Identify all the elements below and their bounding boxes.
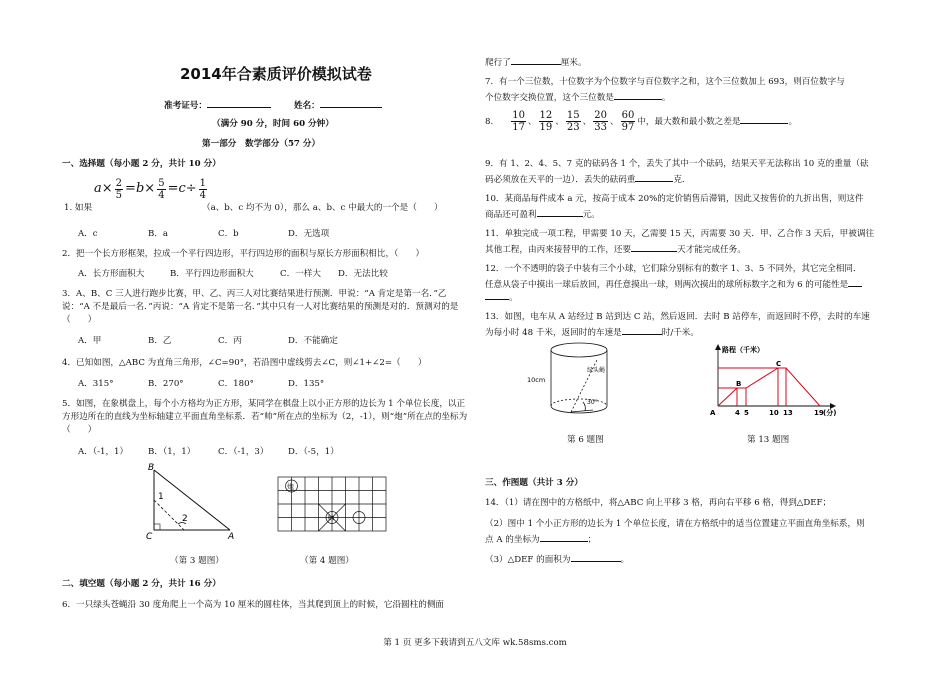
- fig13-label-b: B: [736, 380, 742, 388]
- q14-part1: 14．（1）请在图中的方格纸中，将△ABC 向上平移 3 格，再向右平移 6 格，得到△DEF；: [485, 498, 832, 508]
- fig6-height-label: 10cm: [527, 376, 546, 384]
- q7-text-line2: 个位数字交换位置，这个三位数是 。: [485, 90, 671, 105]
- fig3-label-a: A: [228, 532, 235, 542]
- fig13-tick-19: 19: [814, 409, 824, 417]
- q10-text-line2: 商品还可盈利 元。: [485, 207, 600, 222]
- q12-text-line1: 12．一个不透明的袋子中装有三个小球，它们除分别标有的数字 1、3、5 不同外，其它完全相同．: [485, 264, 862, 274]
- q14-part3: （3）△DEF 的面积为 。: [485, 552, 629, 567]
- q1-condition: （a、b、c 均不为 0），那么 a、b、c 中最大的一个是（ ）: [202, 203, 443, 213]
- q4-options: [78, 378, 324, 391]
- q8-frac1: $\frac{10}{17}$: [512, 110, 525, 133]
- fig13-tick-5: 5: [744, 409, 749, 417]
- fig13-caption: 第 13 题图: [747, 435, 790, 445]
- q3-text: 3．A、B、C 三人进行跑步比赛，甲、乙、丙三人对比赛结果进行预测．甲说：“A 肯定是第一名．”乙说：“A 不是最后一名．”丙说：“A 肯定不是第一名．”其中只有一人对比赛结果的预测是对的．预测对的是（ ）: [62, 289, 459, 325]
- q2-option-d[interactable]: D．无法比较: [338, 269, 388, 279]
- q6-text-part1: 6．一只绿头苍蝇沿 30 度角爬上一个高为 10 厘米的圆柱体，当其爬到顶上的时候，它沿圆柱的侧面: [62, 600, 445, 610]
- score-info: （满分 90 分，时间 60 分钟）: [212, 119, 334, 129]
- q1-frac3: $\frac{1}{4}$: [199, 178, 207, 201]
- fig3-caption: （第 3 题图）: [170, 556, 224, 566]
- fig4-pao-label: 炮: [287, 483, 294, 491]
- q4-option-d[interactable]: D．135°: [288, 379, 325, 389]
- q5-option-c[interactable]: C．（-1，3）: [218, 447, 269, 457]
- q5-text: 5．如图，在象棋盘上，每个小方格均为正方形，某同学在棋盘上以小正方形的边长为 1 个单位长度，以正方形边所在的直线为坐标轴建立平面直角坐标系．若“帅”所在点的坐标为（2，-1），则“炮”所在点的坐标为（ ）: [62, 399, 468, 435]
- figure-3-triangle: [140, 462, 240, 542]
- section1-heading: 一、选择题（每小题 2 分，共计 10 分）: [62, 159, 221, 169]
- q12-text-line3: 。: [485, 290, 518, 305]
- q14-coord-blank[interactable]: [540, 532, 588, 542]
- fig3-label-b: B: [148, 463, 155, 473]
- q7-blank[interactable]: [614, 90, 662, 100]
- q2-option-b[interactable]: B．平行四边形面积大: [170, 269, 254, 279]
- name-blank[interactable]: [320, 98, 382, 108]
- q14-part2-line1: （2）图中 1 个小正方形的边长为 1 个单位长度，请在方格纸中的适当位置建立平面直角坐标系，则: [485, 519, 865, 529]
- q9-text-line1: 9．有 1、2、4、5、7 克的砝码各 1 个，丢失了其中一个砝码，结果天平无法称出 10 克的重量（砝: [485, 159, 869, 169]
- q3-option-a[interactable]: A．甲: [78, 336, 102, 346]
- fig3-label-1: 1: [158, 492, 164, 502]
- q3-options: [78, 335, 338, 348]
- exam-id-row: [164, 98, 382, 113]
- q6-answer-line: 爬行了 厘米。: [485, 55, 587, 70]
- q4-option-c[interactable]: C．180°: [218, 379, 254, 389]
- q5-option-a[interactable]: A．（-1，1）: [78, 447, 129, 457]
- q13-text-line1: 13．如图，电车从 A 站经过 B 站到达 C 站，然后返回．去时 B 站停车，而返回时不停，去时的车速: [485, 312, 870, 322]
- q14-area-blank[interactable]: [571, 552, 621, 562]
- q1-options: [78, 228, 329, 241]
- q8-blank[interactable]: [740, 114, 788, 124]
- fig13-xlabel: (分): [823, 409, 837, 417]
- q8-line: 8. $\frac{10}{17}$ 、 $\frac{12}{19}$ 、 $\frac{15}{23}$ 、 $\frac{20}{33}$ 、 $\frac{60}{97}$ 中，最大数和最小数之差是 。: [485, 110, 798, 133]
- q12-text-line2: 任意从袋子中摸出一球后放回，再任意摸出一球，则两次摸出的球所标数字之和为 6 的可能性是: [485, 277, 862, 292]
- section2-heading: 二、填空题（每小题 2 分，共计 16 分）: [62, 579, 221, 589]
- q8-frac2: $\frac{12}{19}$: [539, 110, 553, 133]
- q2-options: [78, 268, 388, 281]
- fig13-tick-10: 10: [769, 409, 779, 417]
- q8-prefix: 8.: [485, 117, 494, 127]
- q12-blank-part2[interactable]: [485, 290, 509, 300]
- fig6-angle-label: 30°: [587, 399, 598, 406]
- q13-blank[interactable]: [622, 325, 662, 335]
- q3-option-d[interactable]: D．不能确定: [288, 336, 338, 346]
- fig6-caption: 第 6 题图: [567, 435, 604, 445]
- q1-frac1: $\frac{2}{5}$: [115, 178, 123, 201]
- q8-frac4: $\frac{20}{33}$: [594, 110, 607, 133]
- q10-text-line1: 10．某商品每件成本 a 元，按高于成本 20%的定价销售后滞销，因此又按售价的九折出售，则这件: [485, 194, 864, 204]
- part-title: 第一部分 数学部分（57 分）: [202, 139, 321, 149]
- q12-blank-part1[interactable]: [848, 277, 862, 287]
- fig13-label-a: A: [710, 409, 716, 417]
- q3-option-b[interactable]: B．乙: [148, 336, 172, 346]
- figure-4-chessboard: [274, 473, 390, 535]
- q13-text-line2: 为每小时 48 千米，返回时的车速是 时/千米。: [485, 325, 699, 340]
- q5-option-d[interactable]: D．（-5，1）: [288, 447, 339, 457]
- q14-part2-line2: 点 A 的坐标为 ；: [485, 532, 596, 547]
- q2-text: 2．把一个长方形框架，拉成一个平行四边形，平行四边形的面积与原长方形面积相比，（ ）: [62, 249, 425, 259]
- fig13-ylabel: 路程（千米）: [722, 346, 764, 354]
- fig4-shuai-label: 帅: [327, 514, 335, 523]
- fig3-label-c: C: [146, 532, 153, 542]
- q6-blank[interactable]: [511, 55, 561, 65]
- q9-blank[interactable]: [635, 172, 673, 182]
- q2-option-a[interactable]: A．长方形面积大: [78, 269, 145, 279]
- page-footer: 第 1 页 更多下载请到五八文库 wk.58sms.com: [383, 638, 567, 648]
- q2-option-c[interactable]: C．一样大: [280, 269, 321, 279]
- q4-option-b[interactable]: B．270°: [148, 379, 184, 389]
- page-title: 2014年合素质评价模拟试卷: [180, 65, 372, 83]
- figure-6-cylinder: [527, 338, 623, 416]
- q7-text-line1: 7．有一个三位数，十位数字为个位数字与百位数字之和，这个三位数加上 693，则百位数字与: [485, 77, 845, 87]
- q4-option-a[interactable]: A．315°: [78, 379, 114, 389]
- q11-text-line2: 其他工程，由丙来接替甲的工作，还要 天才能完成任务。: [485, 242, 746, 257]
- q1-frac2: $\frac{5}{4}$: [158, 178, 165, 201]
- q9-text-line2: 码必须放在天平的一边）．丢失的砝码重 克．: [485, 172, 691, 187]
- q8-frac3: $\frac{15}{23}$: [566, 110, 580, 133]
- q1-prefix: 1. 如果: [64, 203, 93, 213]
- q1-option-a[interactable]: A．c: [78, 229, 98, 239]
- q3-option-c[interactable]: C．丙: [218, 336, 242, 346]
- section3-heading: 三、作图题（共计 3 分）: [485, 478, 583, 488]
- q1-equation: a× $\frac{2}{5}$ =b× $\frac{5}{4}$ =c÷ $\frac{1}{4}$: [94, 178, 207, 201]
- fig13-tick-13: 13: [783, 409, 793, 417]
- exam-id-blank[interactable]: [207, 98, 271, 108]
- q5-options: [78, 446, 339, 459]
- fig13-label-c: C: [776, 360, 782, 368]
- q10-blank[interactable]: [537, 207, 583, 217]
- fig4-caption: （第 4 题图）: [300, 556, 354, 566]
- q1-option-d[interactable]: D．无选项: [288, 229, 330, 239]
- figure-13-distance-chart: [710, 342, 840, 422]
- name-label: 姓名：: [293, 101, 320, 111]
- fig13-tick-4: 4: [735, 409, 740, 417]
- exam-id-label: 准考证号：: [164, 101, 207, 111]
- q1-option-b[interactable]: B．a: [148, 229, 169, 239]
- fig3-label-2: 2: [182, 514, 188, 524]
- q4-text: 4．已知如图，△ABC 为直角三角形，∠C=90°，若沿图中虚线剪去∠C，则∠1+∠2=（ ）: [62, 358, 427, 368]
- q8-frac5: $\frac{60}{97}$: [621, 110, 635, 133]
- fig6-fly-label: 绿头蝇: [587, 367, 606, 374]
- q11-blank[interactable]: [631, 242, 677, 252]
- q11-text-line1: 11．单独完成一项工程，甲需要 10 天，乙需要 15 天，丙需要 30 天．甲、乙合作 3 天后，甲被调往: [485, 229, 875, 239]
- q5-option-b[interactable]: B．（1，1）: [148, 447, 196, 457]
- q1-option-c[interactable]: C．b: [218, 229, 239, 239]
